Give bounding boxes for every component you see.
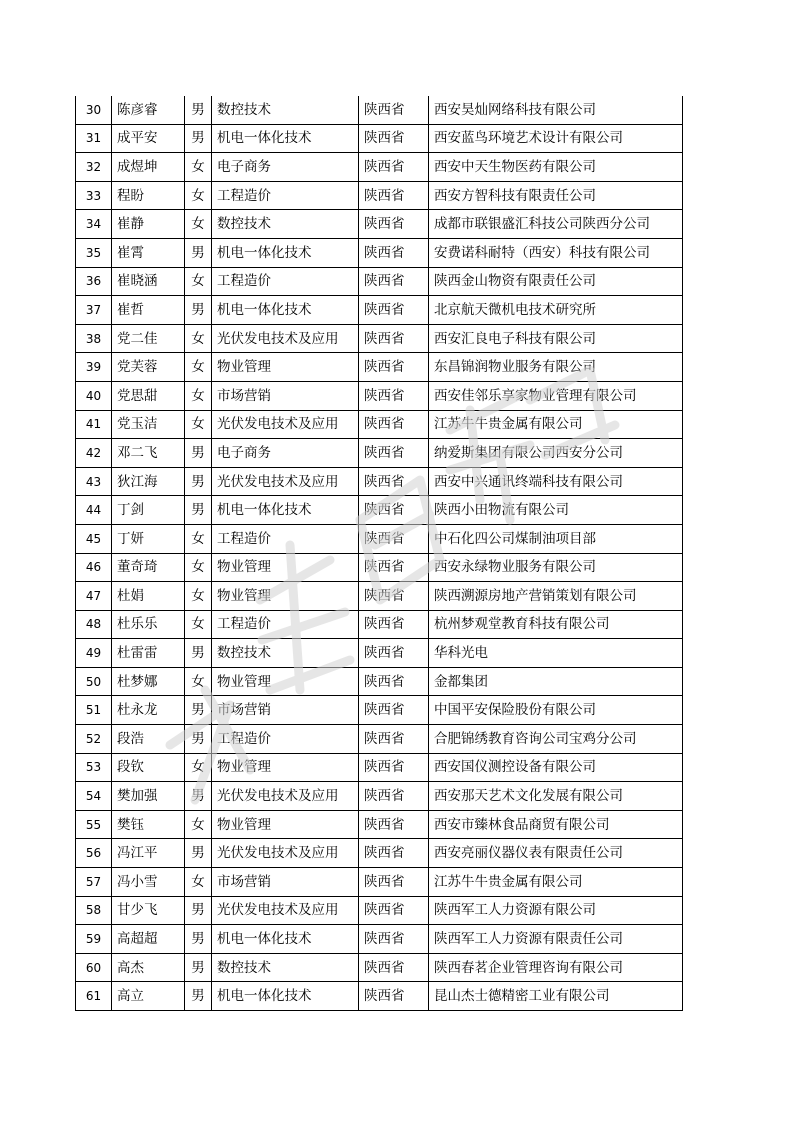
- employer-cell: 江苏牛牛贵金属有限公司: [429, 410, 683, 439]
- table-row: [76, 181, 683, 210]
- student-name: 段浩: [112, 725, 185, 754]
- table-row: [76, 982, 683, 1011]
- student-name: 崔哲: [112, 296, 185, 325]
- major-cell: 市场营销: [212, 696, 359, 725]
- province-cell: 陕西省: [359, 238, 429, 267]
- row-number: 43: [76, 467, 112, 496]
- table-row: [76, 381, 683, 410]
- row-number: 44: [76, 496, 112, 525]
- gender-cell: 男: [185, 782, 212, 811]
- employer-cell: 西安汇良电子科技有限公司: [429, 324, 683, 353]
- province-cell: 陕西省: [359, 267, 429, 296]
- row-number: 37: [76, 296, 112, 325]
- gender-cell: 女: [185, 324, 212, 353]
- table-row: [76, 839, 683, 868]
- gender-cell: 女: [185, 868, 212, 897]
- major-cell: 机电一体化技术: [212, 238, 359, 267]
- gender-cell: 女: [185, 153, 212, 182]
- row-number: 31: [76, 124, 112, 153]
- gender-cell: 女: [185, 267, 212, 296]
- student-name: 高超超: [112, 925, 185, 954]
- gender-cell: 女: [185, 753, 212, 782]
- province-cell: 陕西省: [359, 153, 429, 182]
- employer-cell: 昆山杰士德精密工业有限公司: [429, 982, 683, 1011]
- gender-cell: 男: [185, 124, 212, 153]
- province-cell: 陕西省: [359, 96, 429, 124]
- row-number: 41: [76, 410, 112, 439]
- table-row: [76, 582, 683, 611]
- student-name: 程盼: [112, 181, 185, 210]
- gender-cell: 男: [185, 839, 212, 868]
- gender-cell: 女: [185, 353, 212, 382]
- table-row: [76, 925, 683, 954]
- gender-cell: 女: [185, 381, 212, 410]
- table-row: [76, 324, 683, 353]
- row-number: 58: [76, 896, 112, 925]
- table-row: [76, 124, 683, 153]
- province-cell: 陕西省: [359, 324, 429, 353]
- row-number: 32: [76, 153, 112, 182]
- major-cell: 机电一体化技术: [212, 496, 359, 525]
- student-name: 丁剑: [112, 496, 185, 525]
- employer-cell: 中石化四公司煤制油项目部: [429, 524, 683, 553]
- province-cell: 陕西省: [359, 868, 429, 897]
- table-row: [76, 725, 683, 754]
- table-row: [76, 696, 683, 725]
- province-cell: 陕西省: [359, 667, 429, 696]
- table-row: [76, 810, 683, 839]
- gender-cell: 男: [185, 96, 212, 124]
- province-cell: 陕西省: [359, 925, 429, 954]
- major-cell: 工程造价: [212, 610, 359, 639]
- gender-cell: 女: [185, 210, 212, 239]
- major-cell: 数控技术: [212, 96, 359, 124]
- gender-cell: 男: [185, 238, 212, 267]
- gender-cell: 男: [185, 896, 212, 925]
- table-row: [76, 868, 683, 897]
- province-cell: 陕西省: [359, 496, 429, 525]
- graduate-table: [75, 96, 683, 1011]
- table-row: [76, 210, 683, 239]
- gender-cell: 男: [185, 496, 212, 525]
- table-row: [76, 496, 683, 525]
- major-cell: 电子商务: [212, 439, 359, 468]
- province-cell: 陕西省: [359, 753, 429, 782]
- employer-cell: 西安中兴通讯终端科技有限公司: [429, 467, 683, 496]
- province-cell: 陕西省: [359, 439, 429, 468]
- gender-cell: 女: [185, 553, 212, 582]
- student-name: 邓二飞: [112, 439, 185, 468]
- row-number: 55: [76, 810, 112, 839]
- employer-cell: 金都集团: [429, 667, 683, 696]
- student-name: 冯小雪: [112, 868, 185, 897]
- row-number: 39: [76, 353, 112, 382]
- table-row: [76, 782, 683, 811]
- employer-cell: 西安市臻林食品商贸有限公司: [429, 810, 683, 839]
- major-cell: 市场营销: [212, 381, 359, 410]
- student-name: 高立: [112, 982, 185, 1011]
- student-name: 杜雷雷: [112, 639, 185, 668]
- row-number: 30: [76, 96, 112, 124]
- employer-cell: 华科光电: [429, 639, 683, 668]
- employer-cell: 西安永绿物业服务有限公司: [429, 553, 683, 582]
- row-number: 48: [76, 610, 112, 639]
- province-cell: 陕西省: [359, 467, 429, 496]
- student-name: 高杰: [112, 953, 185, 982]
- major-cell: 工程造价: [212, 181, 359, 210]
- major-cell: 机电一体化技术: [212, 982, 359, 1011]
- employer-cell: 东昌锦润物业服务有限公司: [429, 353, 683, 382]
- employer-cell: 陕西小田物流有限公司: [429, 496, 683, 525]
- employer-cell: 西安佳邻乐享家物业管理有限公司: [429, 381, 683, 410]
- major-cell: 数控技术: [212, 639, 359, 668]
- major-cell: 光伏发电技术及应用: [212, 467, 359, 496]
- province-cell: 陕西省: [359, 639, 429, 668]
- province-cell: 陕西省: [359, 410, 429, 439]
- employer-cell: 西安亮丽仪器仪表有限责任公司: [429, 839, 683, 868]
- table-row: [76, 353, 683, 382]
- row-number: 59: [76, 925, 112, 954]
- gender-cell: 男: [185, 467, 212, 496]
- major-cell: 光伏发电技术及应用: [212, 839, 359, 868]
- student-name: 党二佳: [112, 324, 185, 353]
- student-name: 崔晓涵: [112, 267, 185, 296]
- row-number: 53: [76, 753, 112, 782]
- gender-cell: 男: [185, 725, 212, 754]
- table-row: [76, 896, 683, 925]
- major-cell: 电子商务: [212, 153, 359, 182]
- province-cell: 陕西省: [359, 725, 429, 754]
- row-number: 42: [76, 439, 112, 468]
- province-cell: 陕西省: [359, 353, 429, 382]
- major-cell: 光伏发电技术及应用: [212, 324, 359, 353]
- gender-cell: 男: [185, 296, 212, 325]
- employer-cell: 合肥锦绣教育咨询公司宝鸡分公司: [429, 725, 683, 754]
- gender-cell: 女: [185, 667, 212, 696]
- student-name: 樊钰: [112, 810, 185, 839]
- row-number: 51: [76, 696, 112, 725]
- row-number: 47: [76, 582, 112, 611]
- table-row: [76, 296, 683, 325]
- gender-cell: 男: [185, 953, 212, 982]
- province-cell: 陕西省: [359, 953, 429, 982]
- row-number: 40: [76, 381, 112, 410]
- province-cell: 陕西省: [359, 582, 429, 611]
- gender-cell: 女: [185, 610, 212, 639]
- major-cell: 机电一体化技术: [212, 124, 359, 153]
- gender-cell: 男: [185, 639, 212, 668]
- row-number: 35: [76, 238, 112, 267]
- major-cell: 光伏发电技术及应用: [212, 896, 359, 925]
- province-cell: 陕西省: [359, 553, 429, 582]
- gender-cell: 男: [185, 696, 212, 725]
- gender-cell: 女: [185, 582, 212, 611]
- student-name: 崔静: [112, 210, 185, 239]
- row-number: 52: [76, 725, 112, 754]
- student-name: 董奇琦: [112, 553, 185, 582]
- table-row: [76, 610, 683, 639]
- employer-cell: 陕西军工人力资源有限公司: [429, 896, 683, 925]
- province-cell: 陕西省: [359, 210, 429, 239]
- student-name: 杜乐乐: [112, 610, 185, 639]
- major-cell: 物业管理: [212, 667, 359, 696]
- table-row: [76, 267, 683, 296]
- row-number: 57: [76, 868, 112, 897]
- row-number: 54: [76, 782, 112, 811]
- table-row: [76, 96, 683, 124]
- major-cell: 工程造价: [212, 524, 359, 553]
- table-row: [76, 439, 683, 468]
- employer-cell: 西安昊灿网络科技有限公司: [429, 96, 683, 124]
- major-cell: 工程造价: [212, 725, 359, 754]
- row-number: 34: [76, 210, 112, 239]
- student-name: 樊加强: [112, 782, 185, 811]
- row-number: 60: [76, 953, 112, 982]
- student-name: 党芙蓉: [112, 353, 185, 382]
- province-cell: 陕西省: [359, 524, 429, 553]
- employer-cell: 西安中天生物医药有限公司: [429, 153, 683, 182]
- gender-cell: 女: [185, 524, 212, 553]
- major-cell: 物业管理: [212, 582, 359, 611]
- gender-cell: 男: [185, 982, 212, 1011]
- student-name: 狄江海: [112, 467, 185, 496]
- table-row: [76, 753, 683, 782]
- employer-cell: 陕西金山物资有限责任公司: [429, 267, 683, 296]
- major-cell: 物业管理: [212, 753, 359, 782]
- table-row: [76, 238, 683, 267]
- student-name: 党玉洁: [112, 410, 185, 439]
- student-name: 冯江平: [112, 839, 185, 868]
- employer-cell: 陕西溯源房地产营销策划有限公司: [429, 582, 683, 611]
- table-row: [76, 467, 683, 496]
- employer-cell: 北京航天微机电技术研究所: [429, 296, 683, 325]
- employer-cell: 西安方智科技有限责任公司: [429, 181, 683, 210]
- employer-cell: 陕西军工人力资源有限责任公司: [429, 925, 683, 954]
- table-row: [76, 410, 683, 439]
- major-cell: 物业管理: [212, 553, 359, 582]
- major-cell: 工程造价: [212, 267, 359, 296]
- student-name: 甘少飞: [112, 896, 185, 925]
- employer-cell: 西安蓝鸟环境艺术设计有限公司: [429, 124, 683, 153]
- student-name: 陈彦睿: [112, 96, 185, 124]
- row-number: 49: [76, 639, 112, 668]
- employer-cell: 西安国仪测控设备有限公司: [429, 753, 683, 782]
- employer-cell: 中国平安保险股份有限公司: [429, 696, 683, 725]
- student-name: 丁妍: [112, 524, 185, 553]
- student-name: 成煜坤: [112, 153, 185, 182]
- table-row: [76, 524, 683, 553]
- student-name: 杜娟: [112, 582, 185, 611]
- employer-cell: 西安那天艺术文化发展有限公司: [429, 782, 683, 811]
- major-cell: 光伏发电技术及应用: [212, 782, 359, 811]
- table-row: [76, 153, 683, 182]
- major-cell: 机电一体化技术: [212, 296, 359, 325]
- province-cell: 陕西省: [359, 782, 429, 811]
- province-cell: 陕西省: [359, 982, 429, 1011]
- province-cell: 陕西省: [359, 696, 429, 725]
- province-cell: 陕西省: [359, 610, 429, 639]
- row-number: 50: [76, 667, 112, 696]
- major-cell: 数控技术: [212, 953, 359, 982]
- employer-cell: 江苏牛牛贵金属有限公司: [429, 868, 683, 897]
- employer-cell: 安费诺科耐特（西安）科技有限公司: [429, 238, 683, 267]
- province-cell: 陕西省: [359, 181, 429, 210]
- row-number: 33: [76, 181, 112, 210]
- employer-cell: 陕西春茗企业管理咨询有限公司: [429, 953, 683, 982]
- table-row: [76, 667, 683, 696]
- row-number: 46: [76, 553, 112, 582]
- student-name: 段钦: [112, 753, 185, 782]
- major-cell: 物业管理: [212, 810, 359, 839]
- province-cell: 陕西省: [359, 296, 429, 325]
- gender-cell: 男: [185, 439, 212, 468]
- province-cell: 陕西省: [359, 124, 429, 153]
- province-cell: 陕西省: [359, 381, 429, 410]
- province-cell: 陕西省: [359, 896, 429, 925]
- row-number: 38: [76, 324, 112, 353]
- student-name: 党思甜: [112, 381, 185, 410]
- row-number: 36: [76, 267, 112, 296]
- province-cell: 陕西省: [359, 810, 429, 839]
- employer-cell: 成都市联银盛汇科技公司陕西分公司: [429, 210, 683, 239]
- student-name: 崔霄: [112, 238, 185, 267]
- table-row: [76, 639, 683, 668]
- gender-cell: 女: [185, 181, 212, 210]
- row-number: 45: [76, 524, 112, 553]
- student-name: 成平安: [112, 124, 185, 153]
- gender-cell: 女: [185, 810, 212, 839]
- table-row: [76, 553, 683, 582]
- graduate-table-body: [76, 96, 683, 1011]
- province-cell: 陕西省: [359, 839, 429, 868]
- student-name: 杜梦娜: [112, 667, 185, 696]
- row-number: 61: [76, 982, 112, 1011]
- employer-cell: 杭州梦观堂教育科技有限公司: [429, 610, 683, 639]
- major-cell: 物业管理: [212, 353, 359, 382]
- table-row: [76, 953, 683, 982]
- major-cell: 数控技术: [212, 210, 359, 239]
- row-number: 56: [76, 839, 112, 868]
- employer-cell: 纳爱斯集团有限公司西安分公司: [429, 439, 683, 468]
- student-name: 杜永龙: [112, 696, 185, 725]
- major-cell: 机电一体化技术: [212, 925, 359, 954]
- major-cell: 市场营销: [212, 868, 359, 897]
- gender-cell: 男: [185, 925, 212, 954]
- gender-cell: 女: [185, 410, 212, 439]
- major-cell: 光伏发电技术及应用: [212, 410, 359, 439]
